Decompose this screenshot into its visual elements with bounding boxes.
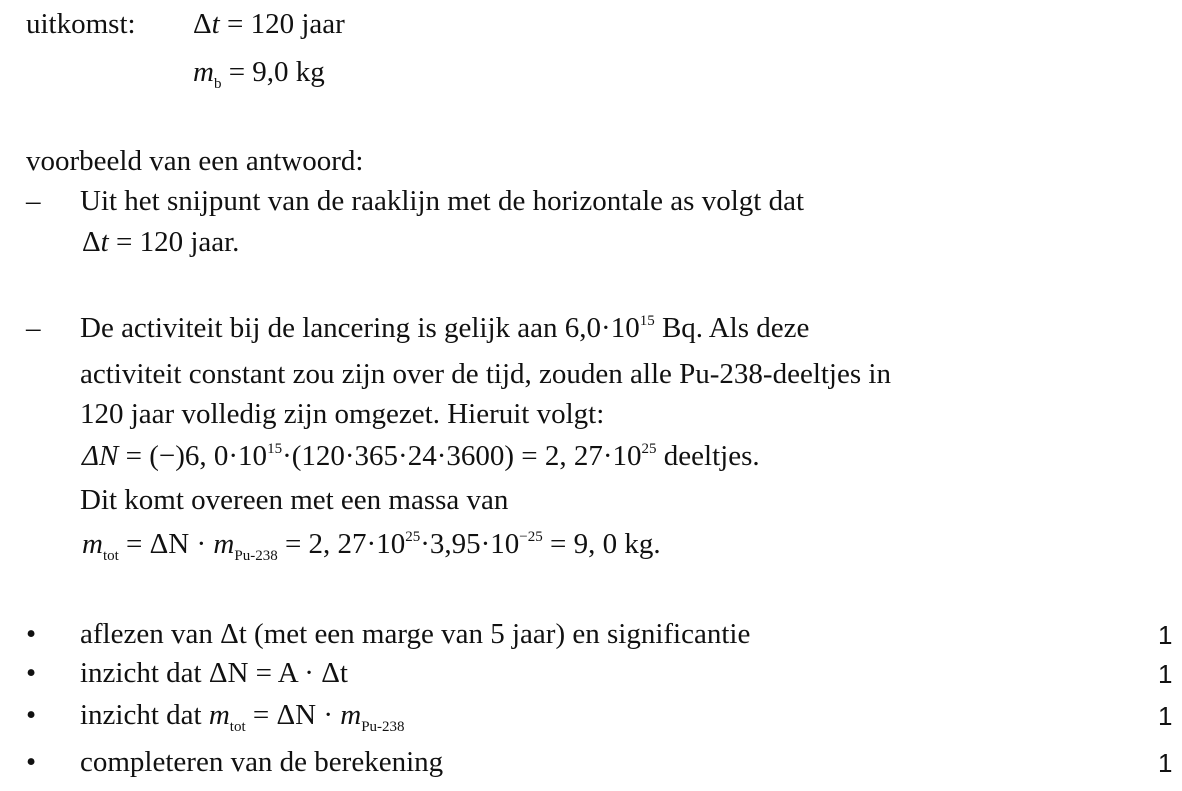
criterion-2-points: 1 (1158, 659, 1173, 689)
eq1-exp1: 15 (267, 441, 283, 457)
activity-exponent: 15 (639, 313, 655, 329)
delta-symbol: Δ (82, 226, 101, 258)
result-delta-t-value: = 120 jaar (219, 8, 345, 40)
eq2-part3: ·3,95·10 (420, 528, 520, 560)
bullet-2: • (26, 657, 37, 689)
step2-text: De activiteit bij de lancering is gelijk aan (80, 312, 565, 344)
eq2-part2: = 2, 27·10 (277, 528, 406, 560)
step2-text-tail: Bq. Als deze (654, 312, 810, 344)
bullet-4: • (26, 746, 37, 778)
criterion-3-points: 1 (1158, 701, 1173, 731)
criterion-2 (80, 659, 348, 688)
example-header: voorbeeld van een antwoord: (26, 145, 364, 177)
criterion-1-symbol: Δt (220, 618, 247, 650)
eq2-m: m (82, 528, 103, 560)
subscript-b: b (213, 76, 222, 92)
result-label: uitkomst: (26, 8, 136, 40)
equation-mass (82, 528, 661, 564)
eq2-exp2: −25 (519, 529, 543, 545)
criterion-2-text: inzicht dat (80, 657, 209, 689)
criterion-1 (80, 620, 750, 649)
criterion-3-mid: = ΔN · (245, 699, 341, 731)
criterion-1-text: aflezen van (80, 618, 221, 650)
var-m: m (193, 56, 214, 88)
result-mass-value: = 9,0 kg (221, 56, 325, 88)
criterion-3-sub-pu: Pu-238 (361, 719, 405, 735)
criterion-2-formula: ΔN = A · Δt (208, 657, 348, 689)
step2-line1 (80, 314, 809, 343)
eq1-part1: = (−)6, 0·10 (118, 440, 268, 472)
eq2-m2: m (213, 528, 235, 560)
delta-symbol: Δ (193, 8, 212, 40)
result-delta-t (193, 10, 345, 39)
eq1-lhs: ΔN (82, 440, 119, 472)
dash-2: – (26, 312, 41, 344)
criterion-3-sub-tot: tot (229, 719, 246, 735)
eq2-sub-tot: tot (102, 548, 119, 564)
eq2-sub-pu: Pu-238 (234, 548, 278, 564)
eq1-tail: deeltjes. (656, 440, 760, 472)
step2-line5: Dit komt overeen met een massa van (80, 484, 509, 516)
criterion-1-points: 1 (1158, 620, 1173, 650)
bullet-1: • (26, 618, 37, 650)
step2-line3: 120 jaar volledig zijn omgezet. Hieruit volgt: (80, 398, 605, 430)
criterion-1-text-tail: (met een marge van 5 jaar) en significantie (246, 618, 751, 650)
criterion-3-text: inzicht dat (80, 699, 209, 731)
step1-value: = 120 jaar. (108, 226, 240, 258)
eq2-exp1: 25 (405, 529, 421, 545)
criterion-4-points: 1 (1158, 748, 1173, 778)
step2-line2: activiteit constant zou zijn over de tijd, zouden alle Pu-238-deeltjes in (80, 358, 891, 390)
criterion-4: completeren van de berekening (80, 746, 444, 778)
step1-line2 (82, 228, 239, 257)
var-t: t (211, 8, 220, 40)
activity-value: 6,0·10 (564, 312, 640, 344)
eq2-part1: = ΔN · (118, 528, 214, 560)
bullet-3: • (26, 699, 37, 731)
var-t: t (100, 226, 109, 258)
dash-1: – (26, 185, 41, 217)
criterion-3-m2: m (340, 699, 362, 731)
step1-line1: Uit het snijpunt van de raaklijn met de horizontale as volgt dat (80, 185, 805, 217)
criterion-3-m: m (208, 699, 230, 731)
result-mass (193, 56, 325, 92)
equation-delta-n (82, 442, 760, 471)
eq2-part4: = 9, 0 kg. (542, 528, 661, 560)
eq1-exp2: 25 (641, 441, 657, 457)
criterion-3 (80, 699, 405, 735)
eq1-part2: ·(120·365·24·3600) = 2, 27·10 (282, 440, 642, 472)
